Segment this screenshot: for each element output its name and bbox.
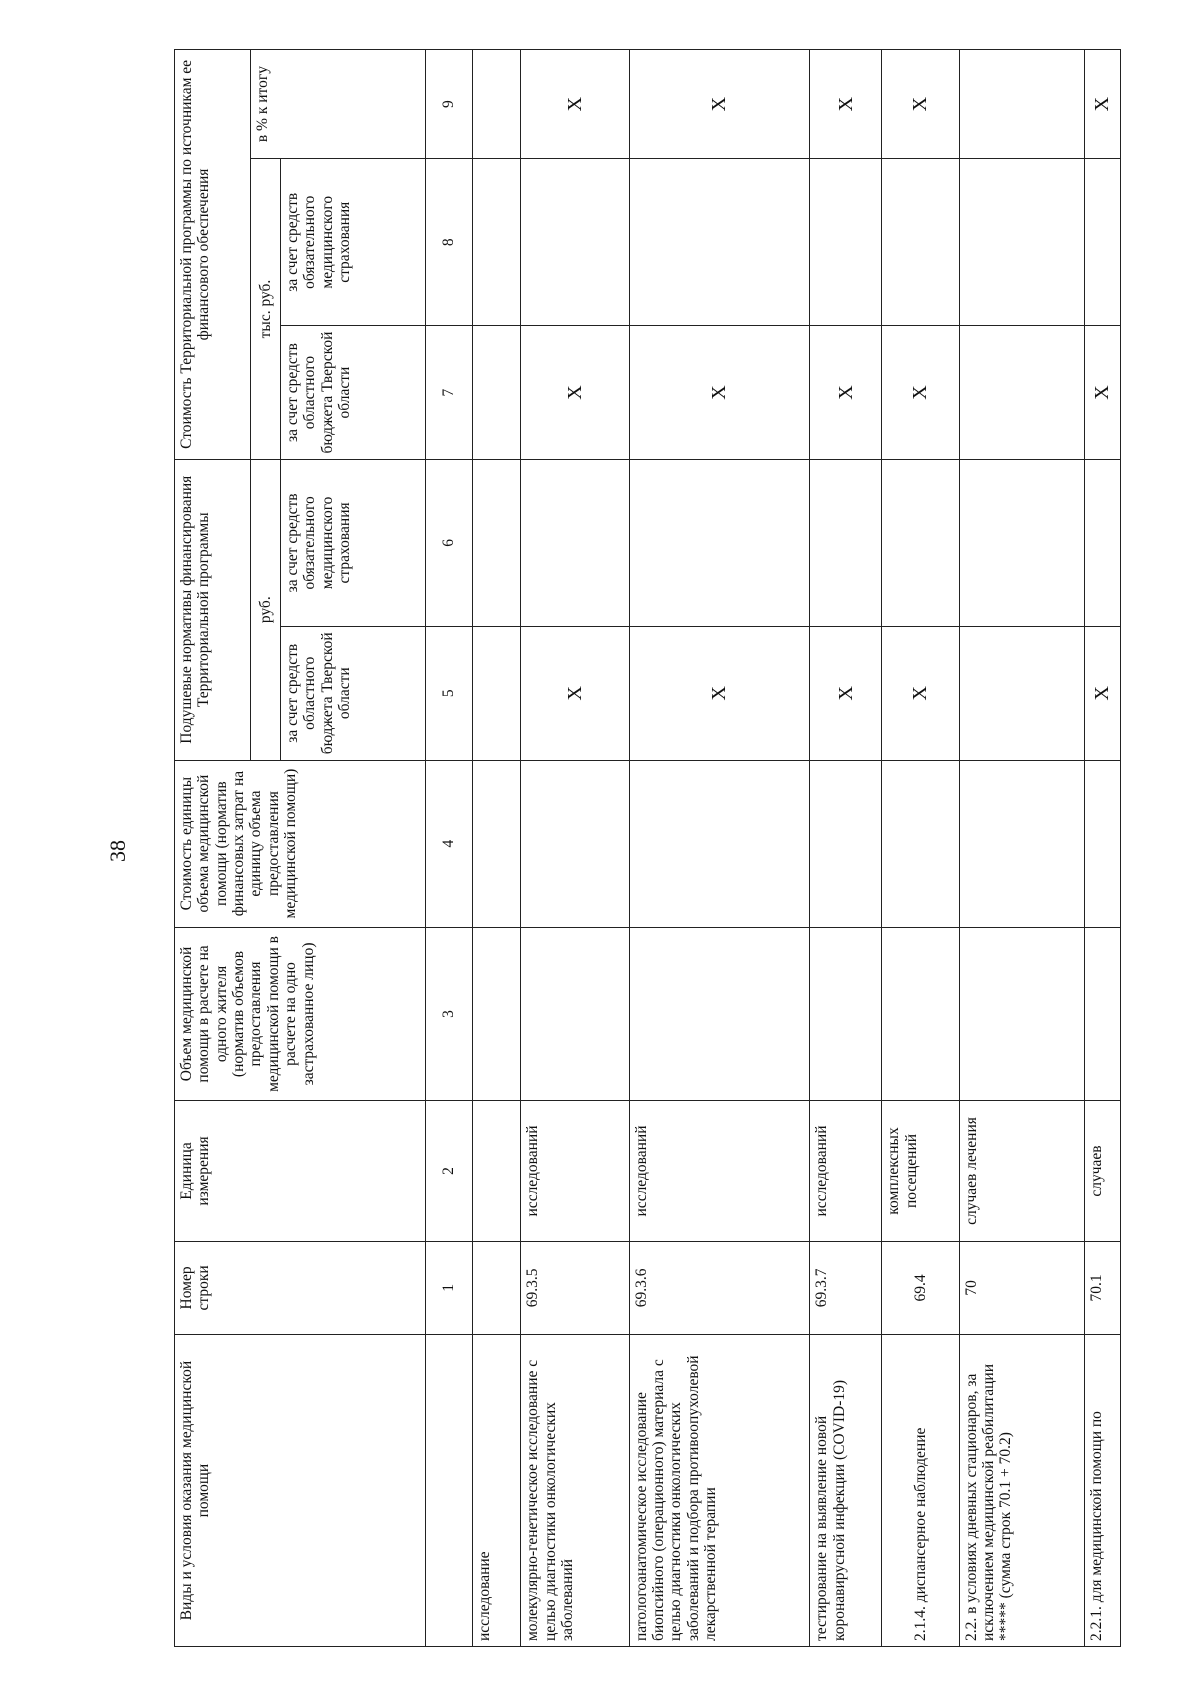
- financing-table: [174, 49, 1121, 1647]
- header-cost-unit-label: тыс. руб.: [251, 159, 281, 460]
- cell-c4: [959, 760, 1084, 927]
- col-number: 2: [426, 1101, 473, 1241]
- cell-c5: X: [882, 626, 959, 760]
- cell-c9: X: [1084, 50, 1120, 159]
- header-unit: Единица измерения: [175, 1101, 426, 1241]
- cell-c8: [629, 159, 810, 326]
- cell-c7: X: [521, 326, 629, 460]
- header-norms-oms: за счет средств обязательного медицинского страхования: [281, 459, 426, 626]
- cell-c4: [521, 760, 629, 927]
- cell-c9: [473, 50, 521, 159]
- cell-c5: X: [1084, 626, 1120, 760]
- col-number-blank: [426, 1335, 473, 1647]
- header-kind: Виды и условия оказания медицинской помощи: [175, 1335, 426, 1647]
- cell-c9: [959, 50, 1084, 159]
- cell-c9: X: [521, 50, 629, 159]
- table-row: [629, 50, 810, 1647]
- cell-c4: [882, 760, 959, 927]
- cell-c8: [882, 159, 959, 326]
- table-row: [1084, 50, 1120, 1647]
- cell-c3: [810, 927, 882, 1101]
- row-kind: патологоанатомическое исследование биопсийного (операционного) материала с целью диагностики онкологических заболеваний и подбора противоопухолевой лекарственной терапии: [629, 1335, 810, 1647]
- row-no: 70: [959, 1241, 1084, 1335]
- cell-c9: X: [629, 50, 810, 159]
- cell-c8: [1084, 159, 1120, 326]
- row-no: 69.3.7: [810, 1241, 882, 1335]
- cell-c6: [959, 459, 1084, 626]
- header-cost-percent: в % к итогу: [251, 50, 426, 159]
- cell-c4: [629, 760, 810, 927]
- cell-c9: X: [882, 50, 959, 159]
- col-number: 4: [426, 760, 473, 927]
- row-unit: [473, 1101, 521, 1241]
- col-number: 8: [426, 159, 473, 326]
- cell-c8: [473, 159, 521, 326]
- cell-c6: [1084, 459, 1120, 626]
- header-norms-unit: руб.: [251, 459, 281, 760]
- header-cost-unit: Стоимость единицы объема медицинской помощи (норматив финансовых затрат на единицу объема предоставления медицинской помощи): [175, 760, 426, 927]
- row-kind: 2.2. в условиях дневных стационаров, за исключением медицинской реабилитации ***** (сумма строк 70.1 + 70.2): [959, 1335, 1084, 1647]
- row-no: 69.3.5: [521, 1241, 629, 1335]
- cell-c6: [810, 459, 882, 626]
- row-kind: тестирование на выявление новой коронавирусной инфекции (COVID-19): [810, 1335, 882, 1647]
- table-row: [810, 50, 882, 1647]
- col-number: 5: [426, 626, 473, 760]
- header-row-no: Номер строки: [175, 1241, 426, 1335]
- cell-c3: [473, 927, 521, 1101]
- table-row: [959, 50, 1084, 1647]
- cell-c4: [810, 760, 882, 927]
- col-number: 7: [426, 326, 473, 460]
- row-unit: исследований: [629, 1101, 810, 1241]
- cell-c5: [473, 626, 521, 760]
- header-norms: Подушевые нормативы финансирования Территориальной программы: [175, 459, 251, 760]
- col-number: 6: [426, 459, 473, 626]
- cell-c8: [959, 159, 1084, 326]
- col-number: 3: [426, 927, 473, 1101]
- table-row: [473, 50, 521, 1647]
- row-unit: случаев: [1084, 1101, 1120, 1241]
- cell-c7: [959, 326, 1084, 460]
- col-number: 1: [426, 1241, 473, 1335]
- row-kind: 2.2.1. для медицинской помощи по: [1084, 1335, 1120, 1647]
- cell-c5: X: [521, 626, 629, 760]
- cell-c9: X: [810, 50, 882, 159]
- rotated-table-wrapper: [174, 49, 1121, 1647]
- page-number: 38: [105, 840, 130, 862]
- table-row: [882, 50, 959, 1647]
- row-kind: 2.1.4. диспансерное наблюдение: [882, 1335, 959, 1647]
- row-unit: случаев лечения: [959, 1101, 1084, 1241]
- cell-c4: [1084, 760, 1120, 927]
- cell-c7: X: [1084, 326, 1120, 460]
- cell-c3: [1084, 927, 1120, 1101]
- cell-c6: [521, 459, 629, 626]
- row-kind: молекулярно-генетическое исследование с целью диагностики онкологических заболеваний: [521, 1335, 629, 1647]
- row-unit: исследований: [521, 1101, 629, 1241]
- cell-c6: [629, 459, 810, 626]
- cell-c3: [882, 927, 959, 1101]
- cell-c3: [521, 927, 629, 1101]
- row-no: 69.3.6: [629, 1241, 810, 1335]
- cell-c5: [959, 626, 1084, 760]
- row-unit: комплексных посещений: [882, 1101, 959, 1241]
- header-cost-budget: за счет средств областного бюджета Тверской области: [281, 326, 426, 460]
- cell-c7: X: [882, 326, 959, 460]
- header-cost-oms: за счет средств обязательного медицинского страхования: [281, 159, 426, 326]
- header-cost: Стоимость Территориальной программы по источникам ее финансового обеспечения: [175, 50, 251, 460]
- row-kind: исследование: [473, 1335, 521, 1647]
- cell-c3: [959, 927, 1084, 1101]
- row-no: [473, 1241, 521, 1335]
- cell-c7: [473, 326, 521, 460]
- cell-c5: X: [629, 626, 810, 760]
- row-no: 69.4: [882, 1241, 959, 1335]
- cell-c8: [810, 159, 882, 326]
- header-volume: Объем медицинской помощи в расчете на одного жителя (норматив объемов предоставления медицинской помощи в расчете на одно застрахованное лицо): [175, 927, 426, 1101]
- col-number: 9: [426, 50, 473, 159]
- cell-c6: [473, 459, 521, 626]
- cell-c4: [473, 760, 521, 927]
- cell-c5: X: [810, 626, 882, 760]
- header-norms-budget: за счет средств областного бюджета Тверской области: [281, 626, 426, 760]
- cell-c8: [521, 159, 629, 326]
- cell-c7: X: [810, 326, 882, 460]
- table-row: [521, 50, 629, 1647]
- row-no: 70.1: [1084, 1241, 1120, 1335]
- cell-c6: [882, 459, 959, 626]
- row-unit: исследований: [810, 1101, 882, 1241]
- cell-c7: X: [629, 326, 810, 460]
- cell-c3: [629, 927, 810, 1101]
